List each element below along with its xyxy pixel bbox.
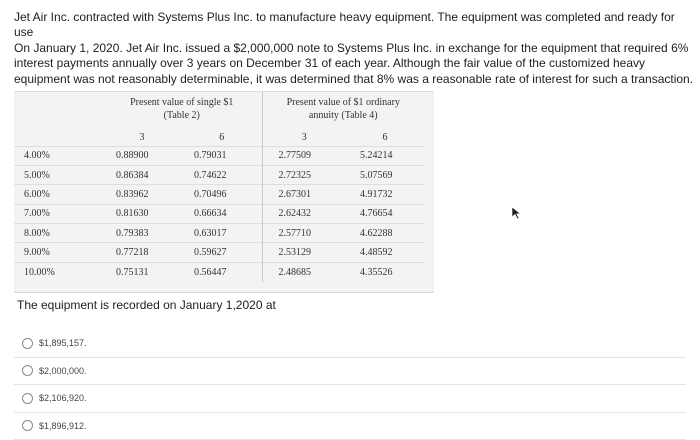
present-value-table-image	[14, 91, 434, 293]
pv-annuity-header: Present value of $1 ordinary annuity (Table 4)	[262, 92, 424, 130]
mouse-pointer-icon	[511, 206, 523, 220]
rate-cell: 4.00%	[14, 146, 102, 165]
value-cell: 0.83962	[102, 185, 182, 204]
question-line-1: Jet Air Inc. contracted with Systems Plus Inc. to manufacture heavy equipment. The equipment was completed and ready for use	[14, 10, 694, 41]
value-cell: 0.81630	[102, 204, 182, 223]
table-row	[14, 165, 424, 184]
answer-option-1[interactable]	[14, 330, 686, 358]
pv-single-header: Present value of single $1 (Table 2)	[102, 92, 262, 130]
rate-cell: 8.00%	[14, 224, 102, 243]
value-cell: 0.59627	[182, 243, 262, 262]
rate-cell: 7.00%	[14, 204, 102, 223]
answer-option-label: $1,895,157.	[39, 338, 87, 348]
value-cell: 0.79383	[102, 224, 182, 243]
value-cell: 2.57710	[262, 224, 346, 243]
value-cell: 0.75131	[102, 262, 182, 281]
table-row	[14, 262, 424, 281]
value-cell: 4.91732	[346, 185, 424, 204]
radio-button[interactable]	[22, 393, 33, 404]
answer-option-3[interactable]	[14, 385, 686, 413]
value-cell: 5.07569	[346, 165, 424, 184]
table-row	[14, 243, 424, 262]
value-cell: 0.63017	[182, 224, 262, 243]
value-cell: 2.62432	[262, 204, 346, 223]
value-cell: 2.67301	[262, 185, 346, 204]
answer-option-4[interactable]	[14, 413, 686, 440]
question-line-4: equipment was not reasonably determinable, it was determined that 8% was a reasonable rate of interest for such a transaction.	[14, 72, 694, 87]
value-cell: 4.76654	[346, 204, 424, 223]
period-header: 3	[262, 130, 346, 146]
radio-button[interactable]	[22, 420, 33, 431]
value-cell: 2.72325	[262, 165, 346, 184]
present-value-table	[14, 92, 424, 282]
period-header: 6	[346, 130, 424, 146]
period-header: 6	[182, 130, 262, 146]
radio-button[interactable]	[22, 338, 33, 349]
radio-button[interactable]	[22, 365, 33, 376]
rate-cell: 9.00%	[14, 243, 102, 262]
question-text	[14, 10, 694, 87]
period-header: 3	[102, 130, 182, 146]
question-line-3: interest payments annually over 3 years on December 31 of each year. Although the fair value of the customized heavy	[14, 56, 694, 71]
table-row	[14, 224, 424, 243]
value-cell: 4.62288	[346, 224, 424, 243]
table-row	[14, 185, 424, 204]
value-cell: 2.53129	[262, 243, 346, 262]
value-cell: 2.77509	[262, 146, 346, 165]
value-cell: 0.66634	[182, 204, 262, 223]
table-row	[14, 204, 424, 223]
value-cell: 0.86384	[102, 165, 182, 184]
rate-cell: 10.00%	[14, 262, 102, 281]
value-cell: 0.79031	[182, 146, 262, 165]
question-line-2: On January 1, 2020. Jet Air Inc. issued a $2,000,000 note to Systems Plus Inc. in exchange for the equipment that required 6%	[14, 41, 694, 56]
table-row	[14, 146, 424, 165]
answer-option-label: $2,000,000.	[39, 366, 87, 376]
answer-option-label: $1,896,912.	[39, 421, 87, 431]
value-cell: 0.74622	[182, 165, 262, 184]
answer-options	[14, 330, 686, 440]
answer-option-label: $2,106,920.	[39, 393, 87, 403]
value-cell: 5.24214	[346, 146, 424, 165]
answer-option-2[interactable]	[14, 358, 686, 386]
value-cell: 2.48685	[262, 262, 346, 281]
value-cell: 0.88900	[102, 146, 182, 165]
value-cell: 4.48592	[346, 243, 424, 262]
question-prompt: The equipment is recorded on January 1,2020 at	[17, 298, 276, 312]
value-cell: 0.77218	[102, 243, 182, 262]
rate-cell: 6.00%	[14, 185, 102, 204]
value-cell: 0.56447	[182, 262, 262, 281]
rate-cell: 5.00%	[14, 165, 102, 184]
value-cell: 4.35526	[346, 262, 424, 281]
value-cell: 0.70496	[182, 185, 262, 204]
